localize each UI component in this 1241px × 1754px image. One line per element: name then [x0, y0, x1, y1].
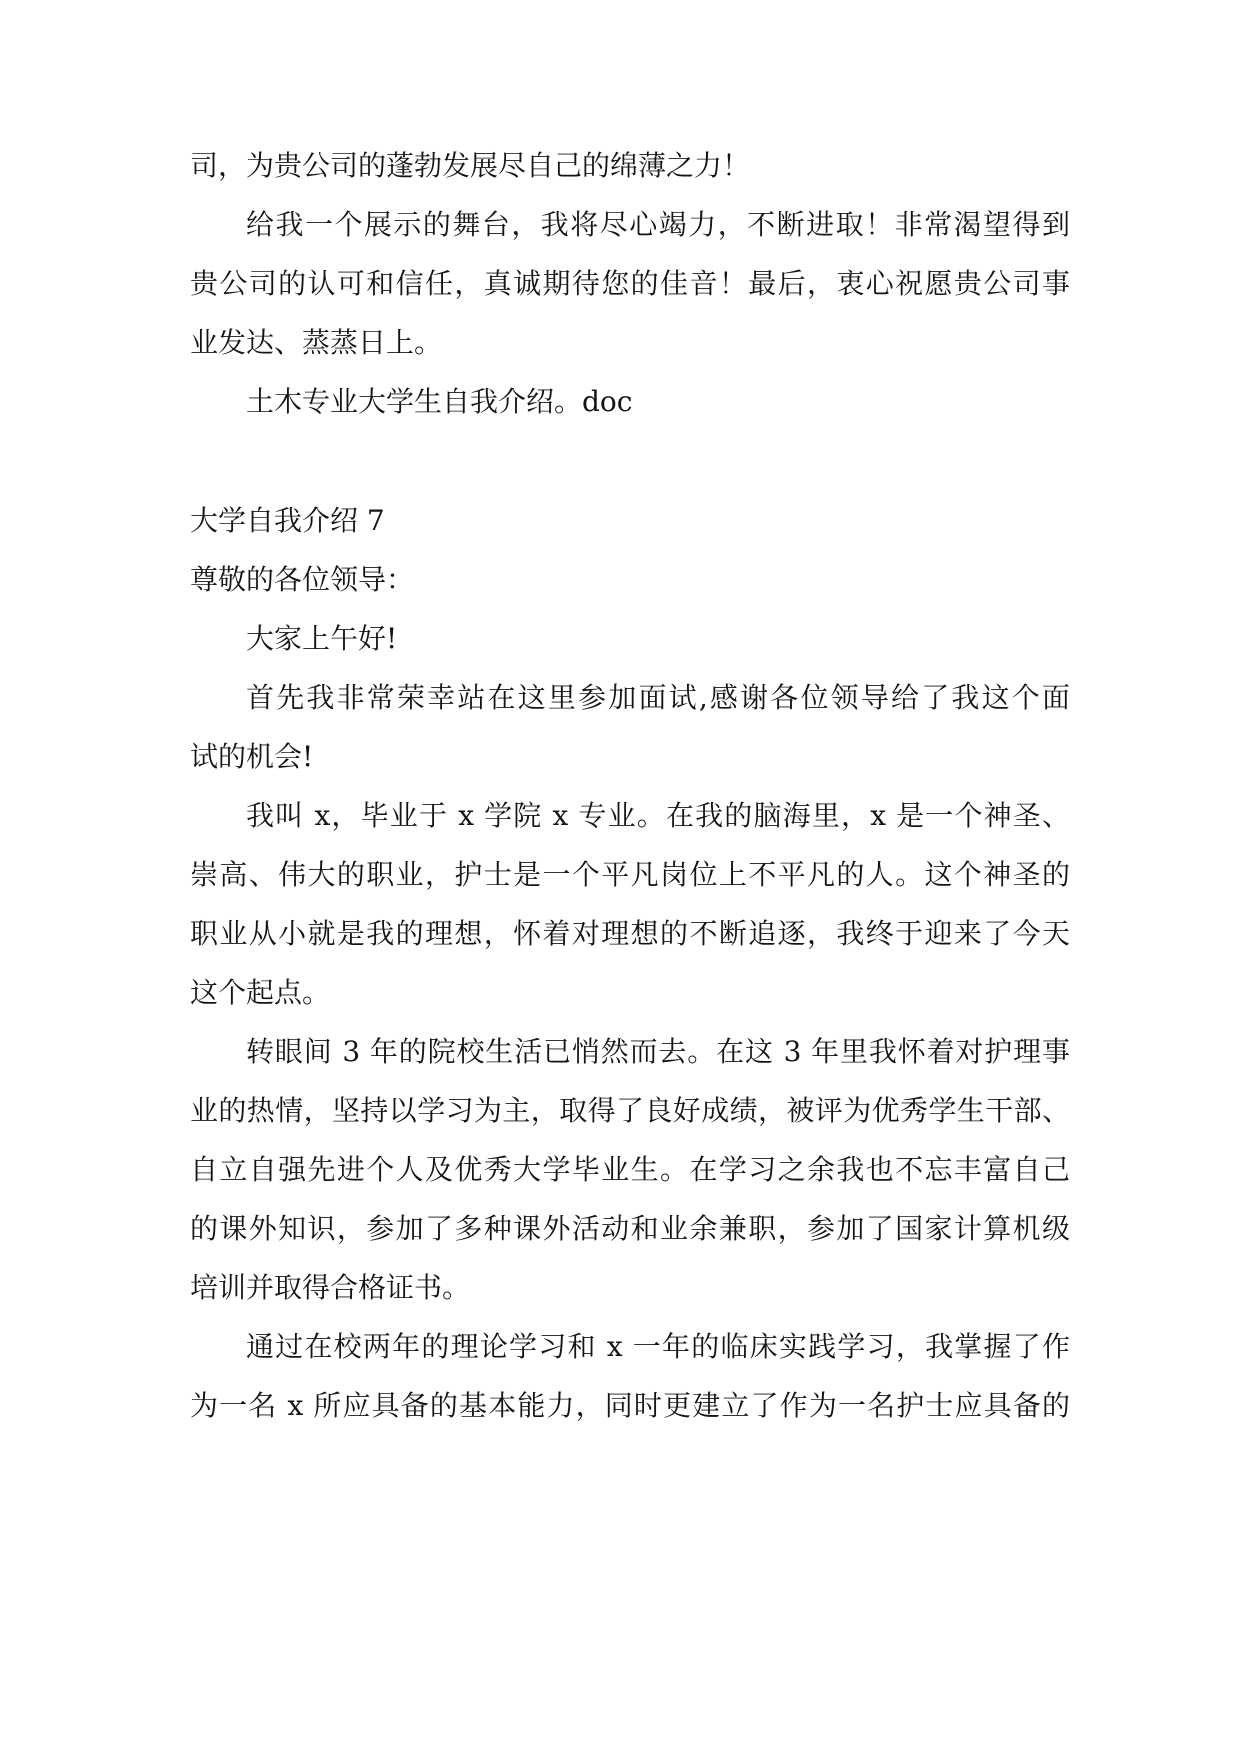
text-line: 试的机会! [190, 740, 314, 773]
text-line: 业的热情，坚持以学习为主，取得了良好成绩，被评为优秀学生干部、 [190, 1094, 1070, 1127]
text-line: 司，为贵公司的蓬勃发展尽自己的绵薄之力！ [190, 149, 751, 182]
text-line: 职业从小就是我的理想，怀着对理想的不断追逐，我终于迎来了今天 [190, 917, 1070, 950]
salutation: 尊敬的各位领导： [190, 563, 415, 596]
text-line: 这个起点。 [190, 976, 331, 1009]
text-line: 为一名 x 所应具备的基本能力，同时更建立了作为一名护士应具备的 [190, 1389, 1070, 1422]
text-line: 业发达、蒸蒸日上。 [190, 326, 443, 359]
text-line: 通过在校两年的理论学习和 x 一年的临床实践学习，我掌握了作 [246, 1330, 1070, 1363]
text-line: 给我一个展示的舞台，我将尽心竭力，不断进取！非常渴望得到 [246, 208, 1070, 241]
text-line: 贵公司的认可和信任，真诚期待您的佳音！最后，衷心祝愿贵公司事 [190, 267, 1070, 300]
text-line: 我叫 x，毕业于 x 学院 x 专业。在我的脑海里，x 是一个神圣、 [246, 799, 1070, 832]
text-line: 转眼间 3 年的院校生活已悄然而去。在这 3 年里我怀着对护理事 [246, 1035, 1070, 1068]
text-line: 培训并取得合格证书。 [190, 1271, 471, 1304]
text-line: 首先我非常荣幸站在这里参加面试,感谢各位领导给了我这个面 [246, 681, 1070, 714]
section-heading: 大学自我介绍 7 [190, 504, 385, 537]
text-line: 自立自强先进个人及优秀大学毕业生。在学习之余我也不忘丰富自己 [190, 1153, 1070, 1186]
text-line: 的课外知识，参加了多种课外活动和业余兼职，参加了国家计算机级 [190, 1212, 1070, 1245]
text-line: 崇高、伟大的职业，护士是一个平凡岗位上不平凡的人。这个神圣的 [190, 858, 1070, 891]
text-line: 大家上午好! [246, 622, 398, 655]
text-line: 土木专业大学生自我介绍。doc [246, 385, 633, 418]
